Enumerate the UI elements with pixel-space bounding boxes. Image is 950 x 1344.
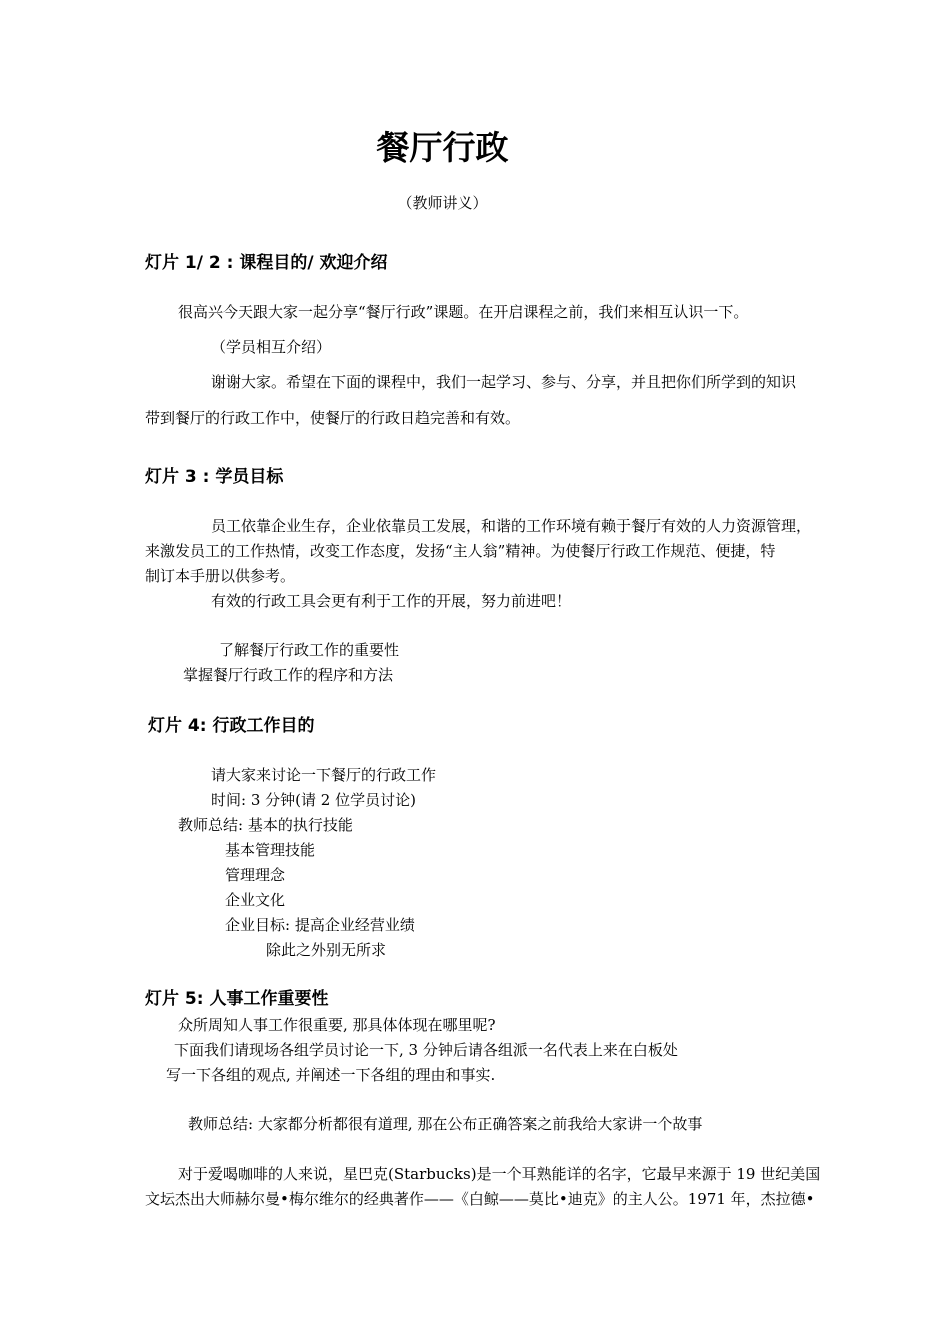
- paragraph-line: 写一下各组的观点, 并阐述一下各组的理由和事实.: [166, 1066, 496, 1084]
- paragraph-line: 企业文化: [225, 891, 286, 909]
- document-title: 餐厅行政: [376, 128, 509, 167]
- section-heading-slide-1-2: 灯片 1/ 2 : 课程目的/ 欢迎介绍: [145, 253, 388, 273]
- section-heading-slide-5: 灯片 5: 人事工作重要性: [145, 989, 329, 1009]
- paragraph-line: 教师总结: 大家都分析都很有道理, 那在公布正确答案之前我给大家讲一个故事: [188, 1115, 703, 1133]
- paragraph-line: 来激发员工的工作热情，改变工作态度，发扬“主人翁”精神。为使餐厅行政工作规范、便捷，特: [145, 542, 776, 560]
- paragraph-line: 下面我们请现场各组学员讨论一下, 3 分钟后请各组派一名代表上来在白板处: [174, 1041, 678, 1059]
- paragraph-line: （学员相互介绍）: [211, 338, 332, 356]
- paragraph-line: 企业目标: 提高企业经营业绩: [225, 916, 415, 934]
- paragraph-line: 文坛杰出大师赫尔曼•梅尔维尔的经典著作——《白鲸——莫比•迪克》的主人公。1971 年，杰拉德•: [145, 1190, 815, 1208]
- paragraph-line: 基本管理技能: [225, 841, 316, 859]
- paragraph-line: 员工依靠企业生存，企业依靠员工发展，和谐的工作环境有赖于餐厅有效的人力资源管理，: [211, 517, 812, 535]
- list-item: 了解餐厅行政工作的重要性: [219, 641, 400, 659]
- paragraph-line: 有效的行政工具会更有利于工作的开展，努力前进吧！: [211, 592, 572, 610]
- paragraph-line: 除此之外别无所求: [266, 941, 387, 959]
- section-heading-slide-3: 灯片 3 : 学员目标: [145, 467, 284, 487]
- paragraph-line: 对于爱喝咖啡的人来说，星巴克(Starbucks)是一个耳熟能详的名字，它最早来源于 19 世纪美国: [178, 1165, 821, 1183]
- paragraph-line: 请大家来讨论一下餐厅的行政工作: [211, 766, 437, 784]
- list-item: 掌握餐厅行政工作的程序和方法: [183, 666, 394, 684]
- section-heading-slide-4: 灯片 4: 行政工作目的: [148, 716, 315, 736]
- paragraph-line: 教师总结: 基本的执行技能: [178, 816, 353, 834]
- paragraph-line: 带到餐厅的行政工作中，使餐厅的行政日趋完善和有效。: [145, 409, 521, 427]
- paragraph-line: 谢谢大家。希望在下面的课程中，我们一起学习、参与、分享，并且把你们所学到的知识: [211, 373, 797, 391]
- paragraph-line: 制订本手册以供参考。: [145, 567, 296, 585]
- paragraph-line: 很高兴今天跟大家一起分享“餐厅行政”课题。在开启课程之前，我们来相互认识一下。: [178, 303, 749, 321]
- document-subtitle: （教师讲义）: [397, 194, 488, 212]
- paragraph-line: 时间: 3 分钟(请 2 位学员讨论): [211, 791, 416, 809]
- paragraph-line: 众所周知人事工作很重要, 那具体体现在哪里呢?: [178, 1016, 496, 1034]
- paragraph-line: 管理理念: [225, 866, 286, 884]
